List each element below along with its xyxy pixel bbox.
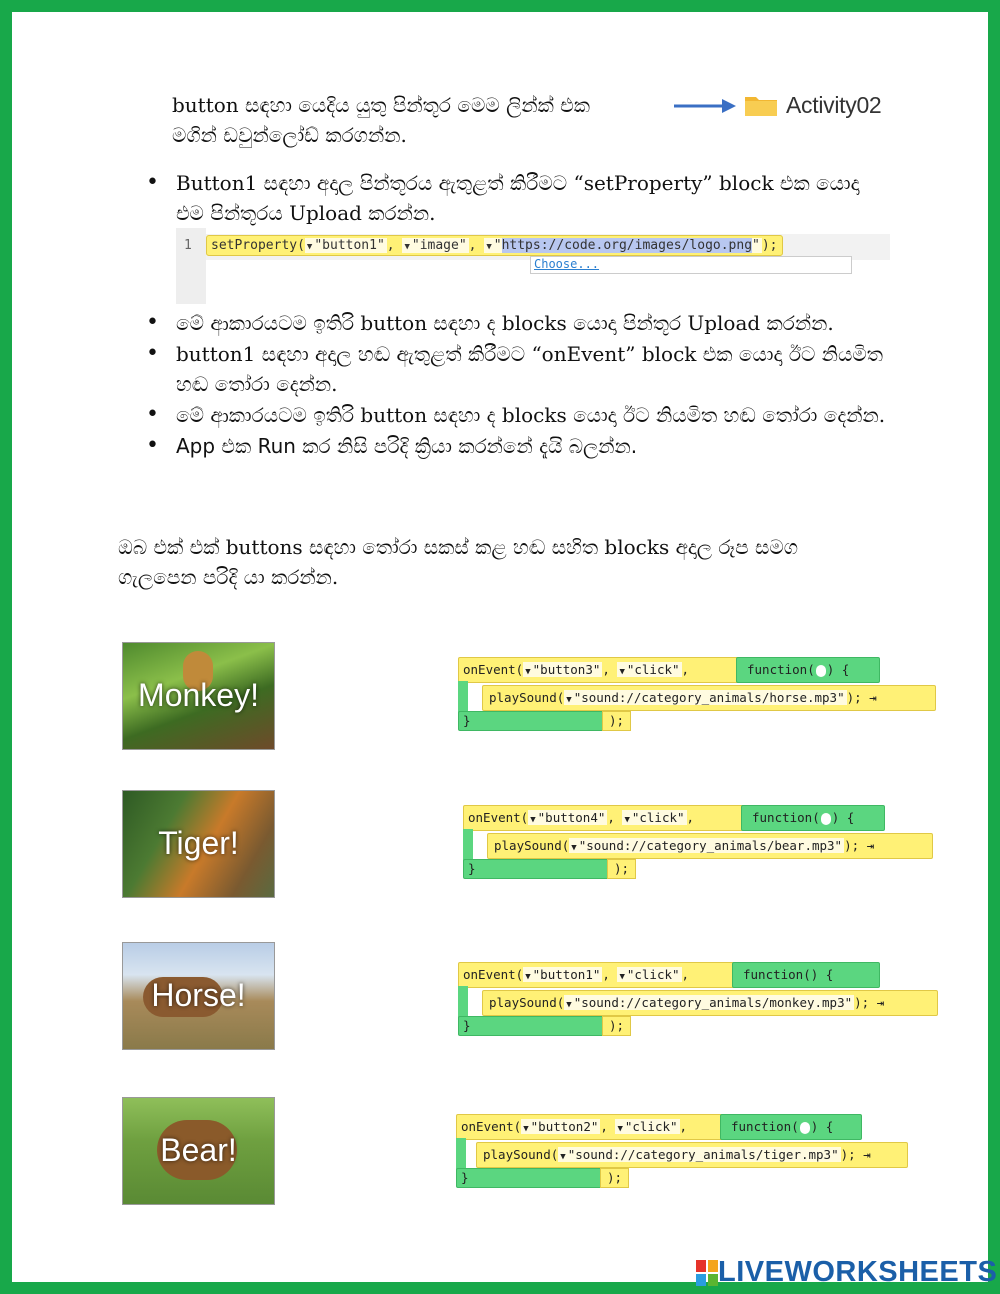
comma: , — [600, 1119, 608, 1134]
picture-bear[interactable] — [122, 1097, 275, 1205]
arg-text: "button3" — [532, 662, 601, 677]
sound-arg[interactable] — [558, 1147, 840, 1162]
enter-icon: ⇥ — [866, 838, 875, 853]
quote: " — [752, 238, 760, 253]
param-slot — [821, 813, 831, 825]
dropdown-icon: ▼ — [566, 1000, 572, 1010]
function-block — [732, 962, 880, 988]
instruction-list — [146, 308, 886, 461]
arg-text: "button1" — [314, 238, 385, 253]
intro-line-2: මගින් ඩවුන්ලෝඩ් කරගන්න. — [172, 123, 407, 147]
quote: " — [493, 238, 502, 253]
arg-text: "button4" — [537, 810, 606, 825]
on-event-text: onEvent( — [463, 967, 524, 982]
function-text: function( — [747, 662, 815, 677]
function-block — [720, 1114, 862, 1140]
set-property-block[interactable] — [206, 235, 783, 256]
dropdown-icon: ▼ — [486, 242, 492, 252]
arg-image[interactable] — [402, 238, 468, 253]
play-sound-block[interactable] — [487, 833, 933, 859]
closing-brace: } — [458, 711, 608, 731]
event-header — [456, 1114, 724, 1140]
button-arg[interactable] — [521, 1119, 600, 1134]
dropdown-icon: ▼ — [523, 1124, 529, 1134]
activity-folder-link[interactable] — [744, 90, 881, 120]
line-number: 1 — [184, 238, 192, 253]
play-sound-block[interactable] — [482, 990, 938, 1016]
event-arg[interactable] — [617, 967, 681, 982]
dropdown-icon: ▼ — [525, 667, 531, 677]
event-arg[interactable] — [622, 810, 686, 825]
dropdown-icon: ▼ — [306, 242, 313, 252]
comma: , — [468, 238, 477, 253]
arg-text: "click" — [626, 967, 680, 982]
play-sound-text: playSound( — [483, 1147, 559, 1162]
play-sound-block[interactable] — [482, 685, 936, 711]
arg-url[interactable] — [484, 238, 762, 253]
arg-button1[interactable] — [305, 238, 387, 253]
event-block-3[interactable] — [458, 962, 932, 1038]
play-sound-block[interactable] — [476, 1142, 908, 1168]
picture-horse[interactable] — [122, 942, 275, 1050]
comma: , — [386, 238, 395, 253]
comma: , — [602, 967, 610, 982]
on-event-text: onEvent( — [463, 662, 524, 677]
instruction-list-top — [146, 168, 886, 228]
function-end: ) { — [826, 662, 850, 677]
sound-arg[interactable] — [564, 995, 854, 1010]
url-text: https://code.org/images/logo.png — [501, 238, 753, 253]
function-text: function( — [731, 1119, 799, 1134]
folder-label: Activity02 — [786, 91, 882, 118]
inner-end: ); — [840, 1147, 856, 1162]
arg-text: "click" — [631, 810, 685, 825]
event-arg[interactable] — [615, 1119, 679, 1134]
arg-text: "sound://category_animals/tiger.mp3" — [567, 1147, 839, 1162]
intro-line-1: button සඳහා යෙදිය යුතු පින්තූර මෙම ලින්ක් එක — [172, 93, 590, 117]
function-end: ) { — [810, 1119, 834, 1134]
arg-text: "click" — [626, 662, 680, 677]
inner-end: ); — [844, 838, 860, 853]
inner-end: ); — [846, 690, 862, 705]
enter-icon: ⇥ — [863, 1147, 871, 1162]
comma: , — [679, 1119, 688, 1134]
event-header — [458, 962, 736, 988]
matching-instruction: ඔබ එක් එක් buttons සඳහා තෝරා සකස් කළ හඬ සහිත blocks අදාල රූප සමග ගැලපෙන පරිදි යා කරන්න. — [118, 535, 799, 589]
closing-brace: } — [458, 1016, 608, 1036]
liveworksheets-logo-icon — [696, 1260, 718, 1286]
choose-link[interactable]: Choose... — [530, 256, 852, 274]
play-sound-text: playSound( — [489, 995, 565, 1010]
play-sound-text: playSound( — [494, 838, 570, 853]
fn-name: setProperty( — [211, 238, 305, 253]
param-slot — [800, 1122, 810, 1134]
function-block — [741, 805, 885, 831]
inner-end: ); — [854, 995, 870, 1010]
event-block-2[interactable] — [463, 805, 935, 881]
closing-brace: } — [456, 1168, 606, 1188]
function-text: function( — [743, 967, 811, 982]
closing-paren: ); — [607, 859, 636, 879]
arg-text: "sound://category_animals/monkey.mp3" — [573, 995, 853, 1010]
function-end: ) { — [810, 967, 834, 982]
play-sound-text: playSound( — [489, 690, 565, 705]
comma: , — [681, 662, 690, 677]
button-arg[interactable] — [523, 967, 602, 982]
dropdown-icon: ▼ — [571, 843, 577, 853]
closing-paren: ); — [600, 1168, 629, 1188]
code-editor — [176, 228, 890, 304]
arg-text: "image" — [411, 238, 467, 253]
on-event-text: onEvent( — [468, 810, 529, 825]
dropdown-icon: ▼ — [560, 1152, 566, 1162]
liveworksheets-logo — [696, 1256, 997, 1289]
instruction-item: • button1 සඳහා අදාල හඬ ඇතුළත් කිරීමට “onEvent” block එක යොදා ඊට නියමිත හඬ තෝරා දෙන්න. — [146, 339, 886, 399]
closing-brace: } — [463, 859, 613, 879]
instruction-item: • App එක Run කර නිසි පරිදි ක්‍රියා කරන්නේ දැයි බලන්න. — [146, 431, 886, 461]
close-paren: ); — [761, 238, 778, 253]
dropdown-icon: ▼ — [566, 695, 572, 705]
picture-label: Tiger! — [158, 825, 239, 861]
dropdown-icon: ▼ — [617, 1124, 623, 1134]
closing-paren: ); — [602, 711, 631, 731]
button-arg[interactable] — [523, 662, 602, 677]
arg-text: "sound://category_animals/bear.mp3" — [578, 838, 843, 853]
button-arg[interactable] — [528, 810, 607, 825]
function-text: function( — [752, 810, 820, 825]
arg-text: "button1" — [532, 967, 601, 982]
comma: , — [681, 967, 690, 982]
comma: , — [686, 810, 695, 825]
event-block-1[interactable] — [458, 657, 930, 733]
instruction-item: • Button1 සඳහා අදාල පින්තූරය ඇතුළත් කිරීමට “setProperty” block එක යොදා එම පින්තූරය Upload කරන්න. — [146, 168, 886, 228]
event-header — [458, 657, 740, 683]
picture-label: Bear! — [160, 1132, 237, 1168]
dropdown-icon: ▼ — [404, 242, 410, 252]
editor-gutter — [176, 228, 206, 304]
sound-arg[interactable] — [564, 690, 846, 705]
on-event-text: onEvent( — [461, 1119, 522, 1134]
picture-tiger[interactable] — [122, 790, 275, 898]
comma: , — [602, 662, 610, 677]
folder-icon — [744, 93, 778, 117]
enter-icon: ⇥ — [869, 690, 877, 705]
sound-arg[interactable] — [569, 838, 844, 853]
event-header — [463, 805, 745, 831]
arrow-right-icon — [672, 96, 738, 116]
arg-text: "click" — [624, 1119, 678, 1134]
instruction-item: • මේ ආකාරයටම ඉතිරි button සඳහා ද blocks යොදා ඊට නියමිත හඬ තෝරා දෙන්න. — [146, 400, 886, 430]
picture-label: Monkey! — [138, 677, 259, 713]
param-slot — [816, 665, 826, 677]
picture-label: Horse! — [151, 977, 246, 1013]
arg-text: "sound://category_animals/horse.mp3" — [573, 690, 845, 705]
comma: , — [607, 810, 615, 825]
closing-paren: ); — [602, 1016, 631, 1036]
function-end: ) { — [831, 810, 855, 825]
logo-text: LIVEWORKSHEETS — [718, 1256, 998, 1288]
dropdown-icon: ▼ — [624, 815, 630, 825]
function-block — [736, 657, 880, 683]
event-block-4[interactable] — [456, 1114, 904, 1190]
intro-text — [172, 90, 672, 150]
dropdown-icon: ▼ — [530, 815, 536, 825]
dropdown-icon: ▼ — [619, 667, 625, 677]
instruction-item: • මේ ආකාරයටම ඉතිරි button සඳහා ද blocks යොදා පින්තූර Upload කරන්න. — [146, 308, 886, 338]
dropdown-icon: ▼ — [525, 972, 531, 982]
event-arg[interactable] — [617, 662, 681, 677]
arg-text: "button2" — [530, 1119, 599, 1134]
dropdown-icon: ▼ — [619, 972, 625, 982]
enter-icon: ⇥ — [876, 995, 885, 1010]
picture-monkey[interactable] — [122, 642, 275, 750]
